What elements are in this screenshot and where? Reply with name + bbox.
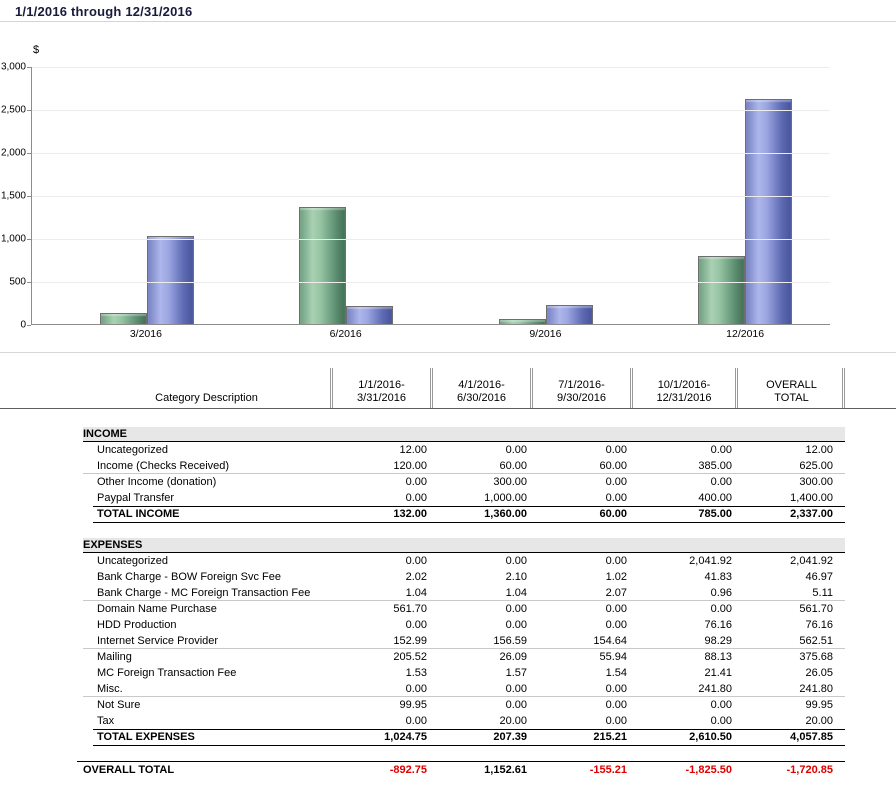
amount-cell: 0.00 [605,603,627,615]
amount-cell: 0.00 [710,699,732,711]
gridline [32,196,830,197]
category-label: HDD Production [97,619,177,631]
category-label: Internet Service Provider [97,635,219,647]
amount-cell: 0.00 [605,683,627,695]
overall-total-label: OVERALL TOTAL [83,764,175,776]
amount-cell: 2,041.92 [790,555,833,567]
overall-amount-cell: -1,720.85 [786,764,833,776]
expenses-bar [745,99,792,324]
table-row [83,633,845,649]
amount-cell: 1.04 [505,587,527,599]
table-row [83,649,845,665]
amount-cell: 1.02 [605,571,627,583]
amount-cell: 0.00 [505,683,527,695]
amount-cell: 2.02 [405,571,427,583]
x-axis-label: 12/2016 [726,328,765,340]
category-label: Misc. [97,683,123,695]
income-bar [698,256,745,324]
amount-cell: 562.51 [799,635,833,647]
amount-cell: 120.00 [393,460,427,472]
expenses-bar [546,305,593,324]
amount-cell: 99.95 [805,699,833,711]
table-row [83,601,845,617]
amount-cell: 0.00 [505,555,527,567]
amount-cell: 154.64 [593,635,627,647]
report-title-bar [0,0,896,22]
gridline [32,67,830,68]
amount-cell: 1.57 [505,667,527,679]
amount-cell: 1.04 [405,587,427,599]
income-expense-bar-chart [0,22,896,352]
amount-cell: 2.10 [505,571,527,583]
period-column-header: OVERALL TOTAL [735,368,845,408]
period-column-header: 7/1/2016- 9/30/2016 [530,368,630,408]
y-axis-tick-mark [27,282,31,283]
income-bar [299,207,346,324]
gridline [32,153,830,154]
amount-cell: 205.52 [393,651,427,663]
period-column-header: 10/1/2016- 12/31/2016 [630,368,735,408]
amount-cell: 0.00 [710,476,732,488]
amount-cell: 0.00 [505,699,527,711]
amount-cell: 1,400.00 [790,492,833,504]
table-row [83,458,845,474]
category-label: Bank Charge - BOW Foreign Svc Fee [97,571,282,583]
amount-cell: 0.00 [605,619,627,631]
y-axis-tick-label: 500 [9,276,26,288]
income-bar [100,313,147,324]
amount-cell: 0.00 [405,555,427,567]
amount-cell: 0.00 [605,555,627,567]
amount-cell: 12.00 [399,444,427,456]
amount-cell: 0.00 [605,699,627,711]
amount-cell: 785.00 [698,508,732,520]
category-label: Bank Charge - MC Foreign Transaction Fee [97,587,311,599]
amount-cell: 152.99 [393,635,427,647]
amount-cell: 21.41 [704,667,732,679]
y-axis-tick-label: 0 [20,319,26,331]
category-label: Uncategorized [97,555,168,567]
y-axis-tick-mark [27,196,31,197]
table-body [83,427,845,779]
amount-cell: 1.54 [605,667,627,679]
amount-cell: 2.07 [605,587,627,599]
amount-cell: 99.95 [399,699,427,711]
x-axis-labels [31,328,830,340]
amount-cell: 0.00 [405,683,427,695]
amount-cell: 207.39 [493,731,527,743]
plot-area [31,67,830,325]
y-axis-tick-label: 1,500 [0,190,26,202]
y-axis-tick-mark [27,153,31,154]
category-label: Mailing [97,651,132,663]
amount-cell: 0.00 [505,603,527,615]
amount-cell: 26.09 [499,651,527,663]
amount-cell: 60.00 [599,508,627,520]
expenses-bar [147,236,194,324]
table-row [83,585,845,601]
amount-cell: 0.00 [605,476,627,488]
amount-cell: 0.00 [505,619,527,631]
table-row [83,553,845,569]
amount-cell: 1,000.00 [484,492,527,504]
category-label: Paypal Transfer [97,492,175,504]
amount-cell: 60.00 [499,460,527,472]
table-row [83,665,845,681]
category-label: Domain Name Purchase [97,603,217,615]
category-label: Not Sure [97,699,141,711]
category-label: MC Foreign Transaction Fee [97,667,237,679]
y-axis-tick-label: 3,000 [0,61,26,73]
amount-cell: 0.00 [405,619,427,631]
amount-cell: 375.68 [799,651,833,663]
period-column-header: 1/1/2016- 3/31/2016 [330,368,430,408]
x-axis-label: 3/2016 [129,328,162,340]
table-row [83,617,845,633]
amount-cell: 0.00 [605,444,627,456]
y-axis-tick-label: 2,000 [0,147,26,159]
amount-cell: 300.00 [493,476,527,488]
amount-cell: 41.83 [704,571,732,583]
total-label: TOTAL EXPENSES [97,731,195,743]
section-header-expenses: EXPENSES [83,538,845,553]
table-row [83,697,845,713]
gridline [32,110,830,111]
y-axis-tick-mark [27,325,31,326]
table-row [83,569,845,585]
amount-cell: 0.00 [605,492,627,504]
amount-cell: 1,360.00 [484,508,527,520]
overall-amount-cell: -892.75 [389,764,427,776]
amount-cell: 55.94 [599,651,627,663]
gridline [32,239,830,240]
x-axis-label: 9/2016 [529,328,562,340]
category-label: Income (Checks Received) [97,460,230,472]
amount-cell: 2,337.00 [790,508,833,520]
total-label: TOTAL INCOME [97,508,180,520]
amount-cell: 2,610.50 [689,731,732,743]
amount-cell: 300.00 [799,476,833,488]
overall-amount-cell: 1,152.61 [484,764,527,776]
amount-cell: 76.16 [805,619,833,631]
header-column-separator [842,368,845,408]
amount-cell: 20.00 [805,715,833,727]
y-axis-labels [0,61,26,331]
amount-cell: 2,041.92 [689,555,732,567]
amount-cell: 385.00 [698,460,732,472]
amount-cell: 26.05 [805,667,833,679]
amount-cell: 0.00 [605,715,627,727]
amount-cell: 215.21 [593,731,627,743]
amount-cell: 88.13 [704,651,732,663]
table-row [83,490,845,506]
amount-cell: 241.80 [799,683,833,695]
category-label: Tax [97,715,115,727]
amount-cell: 132.00 [393,508,427,520]
category-description-header: Category Description [155,392,258,404]
category-label: Uncategorized [97,444,168,456]
section-header-income: INCOME [83,427,845,442]
table-row [83,442,845,458]
category-label: Other Income (donation) [97,476,217,488]
amount-cell: 4,057.85 [790,731,833,743]
amount-cell: 0.00 [710,603,732,615]
expenses-bar [346,306,393,324]
overall-amount-cell: -155.21 [589,764,627,776]
amount-cell: 0.00 [405,476,427,488]
y-axis-tick-mark [27,110,31,111]
amount-cell: 5.11 [812,587,833,599]
table-row [83,713,845,729]
amount-cell: 241.80 [698,683,732,695]
table-row [83,681,845,697]
amount-cell: 625.00 [799,460,833,472]
amount-cell: 561.70 [393,603,427,615]
table-row [83,474,845,490]
period-column-header: 4/1/2016- 6/30/2016 [430,368,530,408]
amount-cell: 12.00 [805,444,833,456]
amount-cell: 0.00 [710,444,732,456]
amount-cell: 1,024.75 [384,731,427,743]
amount-cell: 156.59 [493,635,527,647]
amount-cell: 0.00 [710,715,732,727]
amount-cell: 0.00 [505,444,527,456]
section-total-row [83,729,845,746]
y-axis-tick-label: 2,500 [0,104,26,116]
amount-cell: 0.96 [710,587,732,599]
amount-cell: 46.97 [805,571,833,583]
income-bar [499,319,546,324]
amount-cell: 98.29 [704,635,732,647]
amount-cell: 76.16 [704,619,732,631]
table-header-row [83,353,845,408]
amount-cell: 20.00 [499,715,527,727]
amount-cell: 1.53 [405,667,427,679]
y-axis-tick-mark [27,67,31,68]
gridline [32,282,830,283]
amount-cell: 561.70 [799,603,833,615]
overall-amount-cell: -1,825.50 [685,764,732,776]
overall-total-row [83,761,845,779]
x-axis-label: 6/2016 [329,328,362,340]
amount-cell: 400.00 [698,492,732,504]
report-title: 1/1/2016 through 12/31/2016 [15,4,193,19]
amount-cell: 0.00 [405,715,427,727]
section-total-row [83,506,845,523]
amount-cell: 0.00 [405,492,427,504]
y-axis-unit-label: $ [33,44,40,56]
y-axis-tick-mark [27,239,31,240]
amount-cell: 60.00 [599,460,627,472]
y-axis-tick-label: 1,000 [0,233,26,245]
